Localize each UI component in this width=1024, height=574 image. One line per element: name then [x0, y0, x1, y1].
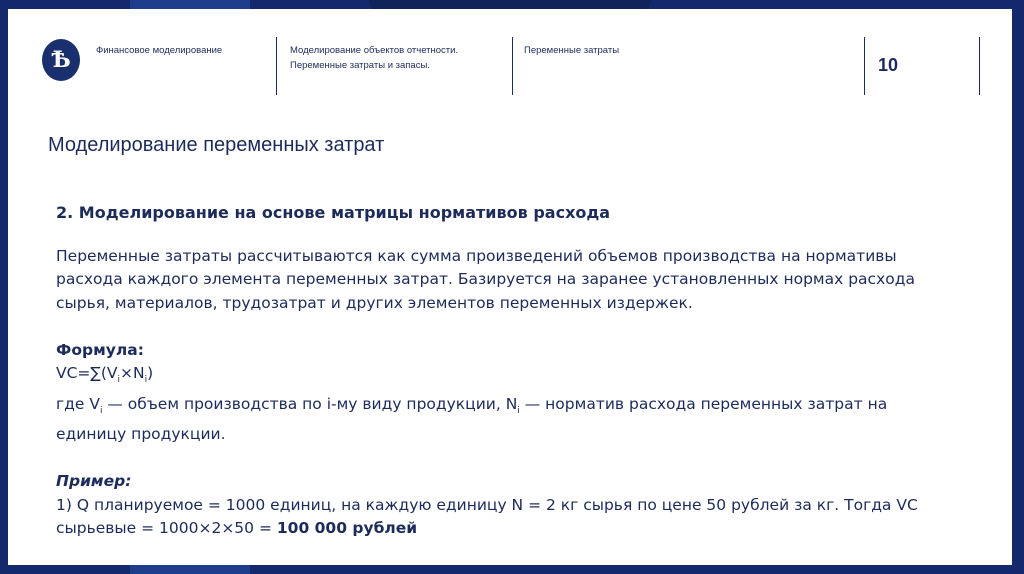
divider [276, 37, 277, 95]
formula: $VC=\sum(V_i\times N_i)$ [56, 364, 154, 386]
divider [979, 37, 980, 95]
header-topic: Переменные затраты [524, 45, 620, 56]
slide-panel [8, 9, 1012, 565]
slide-body [56, 201, 956, 541]
formula-label: Формула: [56, 340, 144, 359]
section-heading: 2. Моделирование на основе матрицы нормативов расхода [56, 203, 611, 222]
example-result: 100 000 рублей [276, 519, 418, 538]
hse-logo: Ѣ [42, 39, 80, 81]
header-course: Финансовое моделирование [96, 45, 223, 56]
page-number: 10 [878, 55, 899, 75]
description: Переменные затраты рассчитываются как сумма произведений объемов производства на нормативы расхода каждого элемента переменных затрат. Базируется на заранее установленных нормах расхода сырья, материалов, трудозатрат и других элементов переменных издержек. [56, 246, 915, 312]
divider [864, 37, 865, 95]
divider [512, 37, 513, 95]
formula-explanation: где $V_i$ — объем производства по i-му виду продукции, $N_i$ — норматив расхода переменных затрат на единицу продукции. [56, 394, 888, 444]
example-label: Пример: [56, 472, 132, 491]
slide-title: Моделирование переменных затрат [48, 134, 385, 156]
header-module: Моделирование объектов отчетности. Переменные затраты и запасы. [290, 45, 459, 71]
example-text: 1) Q планируемое = 1000 единиц, на каждую единицу N = 2 кг сырья по цене 50 рублей за кг. Тогда VC сырьевые = 1000×2×50 = 100 000 рублей [56, 495, 918, 538]
